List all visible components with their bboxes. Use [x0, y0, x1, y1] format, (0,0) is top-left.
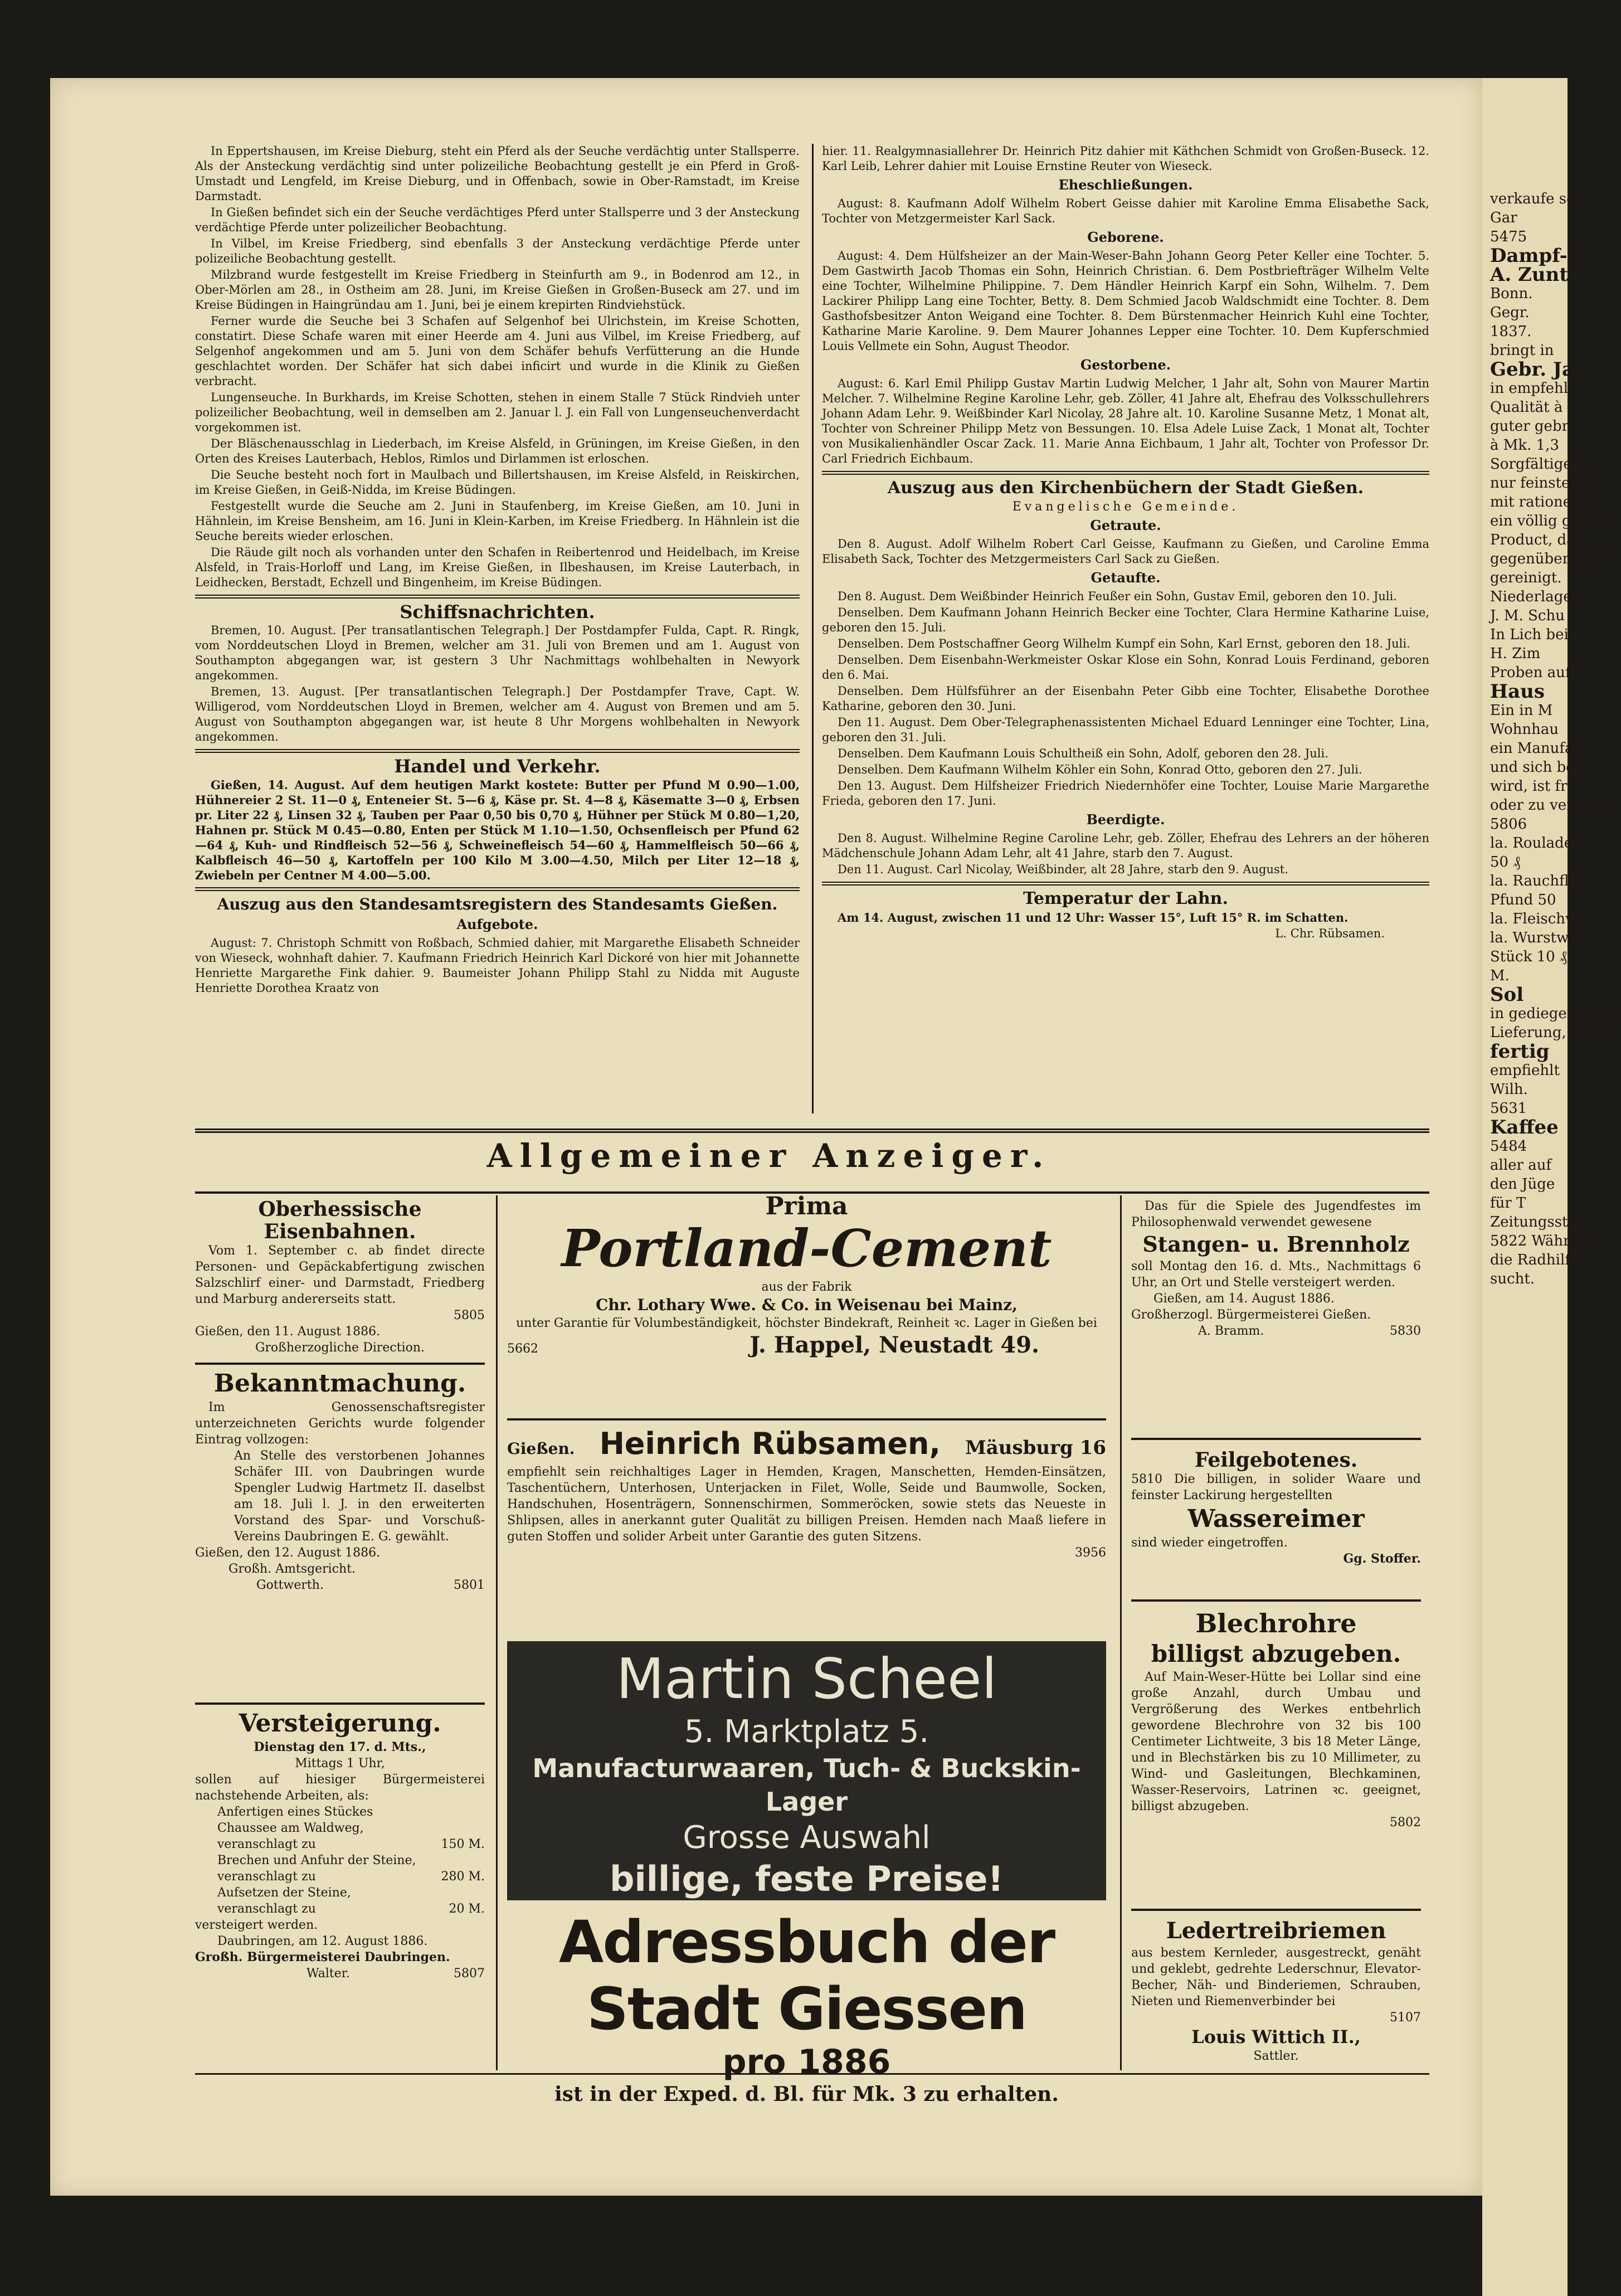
ad-date-line: Dienstag den 17. d. Mts.,	[254, 1740, 426, 1754]
ad-signature: Gottwerth.	[256, 1578, 324, 1592]
ad-date: Gießen, den 12. August 1886.	[195, 1546, 381, 1560]
paragraph: Die Seuche besteht noch fort in Maulbach und Billertshausen, im Kreise Alsfeld, in Reiskirchen, im Kreise Gießen, in Geiß-Nidda, im Kreise Büdingen.	[195, 468, 800, 497]
fragment-line: empfiehlt	[1490, 1062, 1560, 1079]
subsection-title: Eheschließungen.	[1058, 177, 1193, 193]
ad-number: 5802	[1390, 1816, 1421, 1830]
ad-year: pro 1886	[722, 2042, 891, 2081]
ad-title: Ledertreibriemen	[1166, 1918, 1386, 1944]
ad-title: Blechrohre	[1195, 1608, 1357, 1638]
divider	[195, 1363, 485, 1365]
fragment-line: Qualität à	[1490, 399, 1563, 416]
fragment-line: gereinigt.	[1490, 570, 1562, 586]
section-title: Temperatur der Lahn.	[1023, 889, 1228, 908]
ad-holz	[1131, 1198, 1421, 1339]
ad-court: Großh. Amtsgericht.	[228, 1562, 356, 1576]
list-item: Den 11. August. Dem Ober-Telegraphenassistenten Michael Eduard Lenninger eine Tochter, Lina, geboren den 31. Juli.	[822, 716, 1429, 744]
ad-ledertreibriemen	[1131, 1917, 1421, 2064]
fragment-line: in gediegenem Fa	[1490, 1005, 1621, 1022]
fragment-line: Niederlage i	[1490, 588, 1581, 605]
fragment-line: und sich bes	[1490, 759, 1583, 776]
ad-body: aus bestem Kernleder, ausgestreckt, genäht und geklebt, gedrehte Lederschnur, Elevator-Becher, Näh- und Binderiemen, Schrauben, Nieten und Riemenverbinder bei	[1131, 1946, 1421, 2008]
paragraph: August: 4. Dem Hülfsheizer an der Main-Weser-Bahn Johann Georg Peter Keller eine Tochter. 5. Dem Gastwirth Jacob Thomas ein Sohn, Heinrich Christian. 6. Dem Postbriefträger Wilhelm Velte eine Tochter, Wilhelmine Philippine. 7. Dem Händler Heinrich Karpf ein Sohn, Wilhelm. 7. Dem Lackirer Philipp Lang eine Tochter, Betty. 8. Dem Schmied Jacob Waldschmidt eine Tochter. 8. Dem Gasthofsbesitzer Anton Weigand eine Tochter. 8. Dem Bürstenmacher Heinrich Kuhl eine Tochter, Katharine Marie Karoline. 9. Dem Maurer Johannes Lepper eine Tochter. 10. Dem Kupferschmied Louis Vellmete ein Sohn, August Theodor.	[822, 249, 1429, 353]
ad-bekanntmachung	[195, 1368, 485, 1593]
fragment-line: la. Rauchfle	[1490, 873, 1578, 889]
ad-subtitle: billigst abzugeben.	[1151, 1640, 1401, 1667]
ad-time: Mittags 1 Uhr,	[295, 1757, 385, 1770]
ad-note: ist in der Exped. d. Bl. für Mk. 3 zu erhalten.	[554, 2083, 1059, 2106]
ad-body: 5810 Die billigen, in solider Waare und feinster Lackirung hergestellten	[1131, 1472, 1421, 1502]
ad-signature: Walter.	[306, 1967, 350, 1981]
subsection-title: Getaufte.	[1091, 570, 1161, 586]
fragment-line: à Mk. 1,3	[1490, 437, 1560, 454]
ad-signature: A. Bramm.	[1198, 1324, 1264, 1338]
item-text: Anfertigen eines Stückes Chaussee am Waldweg, veranschlagt zu	[217, 1805, 373, 1851]
fragment-line: ein Manufact	[1490, 740, 1588, 757]
ad-body: Vom 1. September c. ab findet directe Personen- und Gepäckabfertigung zwischen Salzschlirf einer- und Darmstadt, Friedberg und Marburg andererseits statt.	[195, 1244, 485, 1306]
fragment-line: H. Zim	[1490, 645, 1541, 662]
list-item: Den 11. August. Carl Nicolay, Weißbinder, alt 28 Jahre, starb den 9. August.	[838, 863, 1288, 876]
section-title: Auszug aus den Kirchenbüchern der Stadt Gießen.	[887, 478, 1364, 498]
ad-title: Portland-Cement	[561, 1218, 1052, 1278]
fragment-line: 50 ₰	[1490, 854, 1521, 870]
paragraph: Am 14. August, zwischen 11 und 12 Uhr: Wasser 15°, Luft 15° R. im Schatten.	[838, 911, 1349, 925]
section-title: Schiffsnachrichten.	[400, 601, 595, 622]
ad-feilgebotenes	[1131, 1449, 1421, 1567]
fragment-line: Haus	[1490, 680, 1545, 703]
ad-cement	[507, 1192, 1106, 1359]
fragment-line: la. Wurstwa	[1490, 930, 1578, 946]
subsection-title: Evangelische Gemeinde.	[1012, 500, 1239, 514]
paragraph: In Eppertshausen, im Kreise Dieburg, steht ein Pferd als der Seuche verdächtig unter Stallsperre. Als der Ansteckung verdächtig sind unter polizeiliche Beobachtung gestellt je ein Pferd in Groß-Umstadt und Lengfeld, im Kreise Dieburg, und in Offenbach, sowie in Ober-Ramstadt, im Kreise Darmstadt.	[195, 144, 800, 203]
fragment-line: M.	[1490, 967, 1510, 984]
fragment-line: Proben auf	[1490, 664, 1571, 681]
ad-date: Daubringen, am 12. August 1886.	[217, 1934, 428, 1948]
fragment-line: verkaufe sch	[1490, 191, 1584, 207]
ad-title: Oberhessische Eisenbahnen.	[258, 1198, 422, 1243]
fragment-line: Kaffee	[1490, 1116, 1559, 1139]
list-item: Denselben. Dem Hülfsführer an der Eisenbahn Peter Gibb eine Tochter, Elisabethe Dorothee Katharine, geboren den 30. Juni.	[822, 684, 1429, 713]
ad-prima: Prima	[765, 1192, 848, 1220]
ad-title: Bekanntmachung.	[213, 1369, 466, 1398]
ad-address: 5. Marktplatz 5.	[684, 1714, 929, 1750]
fragment-line: 5822 Während	[1490, 1233, 1598, 1249]
ad-title: Feilgebotenes.	[1194, 1448, 1358, 1472]
fragment-line: Lieferung, sowie	[1490, 1024, 1613, 1041]
ad-outro: versteigert werden.	[195, 1918, 318, 1932]
subsection-title: Geborene.	[1087, 229, 1164, 245]
ad-number: 5807	[454, 1967, 485, 1981]
ad-blechrohre	[1131, 1608, 1421, 1831]
ad-number: 5801	[454, 1578, 485, 1592]
item-amount: 280 M.	[441, 1870, 485, 1884]
fragment-line: Product, das	[1490, 532, 1583, 548]
ad-date: Gießen, am 14. August 1886.	[1153, 1292, 1335, 1306]
ad-title: Heinrich Rübsamen,	[599, 1426, 941, 1461]
fragment-line: Zeitungsstr	[1490, 1214, 1575, 1230]
paragraph: August: 8. Kaufmann Adolf Wilhelm Robert Geisse dahier mit Karoline Emma Elisabethe Sack, Tochter von Metzgermeister Karl Sack.	[822, 197, 1429, 225]
list-item: Den 8. August. Wilhelmine Regine Caroline Lehr, geb. Zöller, Ehefrau des Lehrers an der höheren Mädchenschule Johann Adam Lehr, alt 41 Jahre, starb den 7. August.	[822, 831, 1429, 860]
paragraph: Lungenseuche. In Burkhards, im Kreise Schotten, stehen in einem Stalle 7 Stück Rindvieh unter polizeilicher Beobachtung, weil in demselben am 2. Januar l. J. ein Fall von Lungenseuchenverdacht vorgekommen ist.	[195, 391, 800, 434]
divider	[195, 1702, 485, 1705]
list-item: Denselben. Dem Kaufmann Johann Heinrich Becker eine Tochter, Clara Hermine Katharine Luise, geboren den 15. Juli.	[822, 606, 1429, 634]
ad-office: Großherzogl. Bürgermeisterei Gießen.	[1131, 1308, 1371, 1322]
column-rule	[812, 144, 814, 1113]
ad-number: 5805	[454, 1308, 485, 1322]
fragment-line: fertig	[1490, 1040, 1550, 1063]
ad-from: aus der Fabrik	[761, 1280, 852, 1294]
fragment-line: Dampf-K	[1490, 245, 1584, 267]
divider	[1131, 1438, 1421, 1440]
column-rule	[1120, 1195, 1122, 2070]
ad-firm: Chr. Lothary Wwe. & Co. in Weisenau bei Mainz,	[596, 1296, 1018, 1314]
ad-versteigerung	[195, 1708, 485, 1982]
section-title: Auszug aus den Standesamtsregistern des Standesamts Gießen.	[217, 895, 778, 913]
ad-number: 3956	[1075, 1546, 1106, 1560]
paragraph: Der Bläschenausschlag in Liederbach, im Kreise Alsfeld, in Grüningen, im Kreise Gießen, in den Orten des Kreises Lauterbach, Heblos, Rimlos und Dirlammen ist erloschen.	[195, 437, 800, 465]
list-item: Den 8. August. Dem Weißbinder Heinrich Feußer ein Sohn, Gustav Emil, geboren den 10. Juli.	[838, 590, 1398, 603]
fragment-line: ein völlig gleich	[1490, 513, 1607, 529]
paragraph: Bremen, 13. August. [Per transatlantischen Telegraph.] Der Postdampfer Trave, Capt. W. Willigerod, vom Norddeutschen Lloyd in Bremen, welcher am 4. August von Bremen und am 5. August von Southampton abgegangen war, ist heute 8 Uhr Morgens wohlbehalten in Newyork angekommen.	[195, 685, 800, 743]
ad-body: sind wieder eingetroffen.	[1131, 1536, 1288, 1550]
ad-intro: Das für die Spiele des Jugendfestes im Philosophenwald verwendet gewesene	[1131, 1199, 1421, 1229]
fragment-line: la. Roulade	[1490, 835, 1573, 852]
ad-body: Auf Main-Weser-Hütte bei Lollar sind eine große Anzahl, durch Umbau und Vergrößerung des Werkes entbehrlich gewordene Blechrohre von 32 bis 100 Centimeter Lichtweite, 3 bis 18 Meter Länge, und in Blechstärken bis zu 10 Millimeter, zu Wind- und Gasleitungen, Blechkaminen, Wasser-Reservoirs, Latrinen ꝛc. geeignet, billigst abzugeben.	[1131, 1670, 1421, 1813]
anzeiger-title: Allgemeiner Anzeiger.	[486, 1137, 1052, 1175]
paragraph: Den 8. August. Adolf Wilhelm Robert Carl Geisse, Kaufmann zu Gießen, und Caroline Emma Elisabeth Sack, Tochter des Metzgermeisters Carl Sack zu Gießen.	[822, 537, 1429, 566]
ad-body: Im Genossenschaftsregister unterzeichneten Gerichts wurde folgender Eintrag vollzogen:	[195, 1400, 485, 1447]
subsection-title: Gestorbene.	[1080, 357, 1171, 373]
fragment-line: Sorgfältige A	[1490, 456, 1587, 473]
list-item: Denselben. Dem Postschaffner Georg Wilhelm Kumpf ein Sohn, Karl Ernst, geboren den 18. Juli.	[838, 637, 1410, 650]
right-column	[822, 144, 1429, 942]
item-text: Aufsetzen der Steine, veranschlagt zu	[217, 1886, 351, 1916]
ad-place: Gießen.	[507, 1439, 575, 1458]
ad-signature: Großherzogliche Direction.	[255, 1341, 425, 1355]
fragment-line: Stück 10 ₰	[1490, 948, 1567, 965]
fragment-line: 5475	[1490, 228, 1527, 245]
ad-dealer: J. Happel, Neustadt 49.	[749, 1332, 1039, 1358]
fragment-line: Ein in M	[1490, 702, 1553, 719]
list-item: Denselben. Dem Kaufmann Wilhelm Köhler ein Sohn, Konrad Otto, geboren den 27. Juli.	[838, 763, 1362, 776]
ad-title: Stangen- u. Brennholz	[1142, 1232, 1410, 1257]
divider	[195, 595, 800, 599]
fragment-line: Gegr.	[1490, 304, 1530, 321]
item-amount: 20 M.	[449, 1902, 485, 1916]
ad-office: Großh. Bürgermeisterei Daubringen.	[195, 1950, 450, 1964]
fragment-line: sucht.	[1490, 1271, 1535, 1287]
fragment-line: nur feinster B	[1490, 475, 1593, 492]
ad-goods: Manufacturwaaren, Tuch- & Buckskin-Lager	[532, 1753, 1081, 1817]
fragment-line: den Jüge	[1490, 1176, 1555, 1193]
fragment-line: J. M. Schu	[1490, 607, 1565, 624]
divider	[195, 1128, 1429, 1133]
fragment-line: Wohnhau	[1490, 721, 1559, 738]
fragment-line: in empfehl	[1490, 380, 1569, 397]
fragment-line: Sol	[1490, 984, 1524, 1006]
fragment-line: In Lich bei	[1490, 626, 1569, 643]
ad-body: unter Garantie für Volumbeständigkeit, höchster Bindekraft, Reinheit ꝛc. Lager in Gießen bei	[516, 1316, 1097, 1330]
list-item: Denselben. Dem Kaufmann Louis Schultheiß ein Sohn, Adolf, geboren den 28. Juli.	[838, 747, 1328, 760]
ad-signature: Gg. Stoffer.	[1343, 1551, 1421, 1566]
ad-title: Martin Scheel	[616, 1646, 997, 1711]
fragment-line: aller auf	[1490, 1157, 1552, 1174]
ad-body: empfiehlt sein reichhaltiges Lager in Hemden, Kragen, Manschetten, Hemden-Einsätzen, Taschentüchern, Unterhosen, Unterjacken in Filet, Wolle, Seide und Baumwolle, Socken, Handschuhen, Hosenträgern, Sonnenschirmen, Sommeröcken, sowie stets das Neueste in Shlipsen, alles in anerkannt guter Qualität zu billigen Preisen. Hemden nach Maaß liefere in guten Stoffen und solider Arbeit unter Garantie des guten Sitzens.	[507, 1465, 1106, 1544]
ad-selection: Grosse Auswahl	[683, 1820, 931, 1856]
list-item: Den 13. August. Dem Hilfsheizer Friedrich Niedernhöfer eine Tochter, Louise Marie Margarethe Frieda, geboren den 17. Juni.	[822, 779, 1429, 808]
ad-number: 5662	[507, 1342, 538, 1356]
fragment-line: Bonn.	[1490, 285, 1533, 302]
ad-eisenbahn	[195, 1198, 485, 1356]
ad-trade: Sattler.	[1253, 2049, 1299, 2063]
item-text: Brechen und Anfuhr der Steine, veranschlagt zu	[217, 1854, 416, 1884]
ad-price: billige, feste Preise!	[610, 1859, 1004, 1899]
fragment-line: mit rationeller	[1490, 494, 1596, 510]
ad-number: 5107	[1390, 2011, 1421, 2025]
divider	[1131, 1909, 1421, 1911]
fragment-line: Pfund 50	[1490, 892, 1556, 908]
fragment-line: die Radhilfs	[1490, 1252, 1578, 1268]
fragment-line: Wilh.	[1490, 1081, 1528, 1098]
ad-title: Versteigerung.	[238, 1709, 441, 1738]
ad-address: Mäusburg 16	[965, 1437, 1106, 1459]
fragment-line: 5806	[1490, 816, 1527, 833]
subsection-title: Aufgebote.	[456, 916, 538, 932]
fragment-line: 5484	[1490, 1138, 1527, 1155]
market-prices: Gießen, 14. August. Auf dem heutigen Markt kostete: Butter per Pfund M 0.90—1.00, Hühnereier 2 St. 11—0 ₰, Enteneier St. 5—6 ₰, Käse pr. St. 4—8 ₰, Käsematte 3—0 ₰, Erbsen pr. Liter 22 ₰, Linsen 32 ₰, Tauben per Paar 0,50 bis 0,70 ₰, Hühner per Stück M 0.80—1,20, Hahnen pr. Stück M 0.45—0.80, Enten per Stück M 1.10—1.50, Ochsenfleisch per Pfund 62—64 ₰, Kuh- und Rindfleisch 52—56 ₰, Schweinefleisch 54—60 ₰, Hammelfleisch 50—66 ₰, Kalbfleisch 46—50 ₰, Kartoffeln per 100 Kilo M 3.00—4.50, Milch per Liter 12—18 ₰, Zwiebeln per Centner M 4.00—5.00.	[195, 778, 800, 882]
divider	[822, 471, 1429, 475]
section-title: Handel und Verkehr.	[394, 756, 601, 777]
fragment-line: A. Zunt	[1490, 264, 1569, 286]
signature: L. Chr. Rübsamen.	[1275, 927, 1385, 940]
fragment-line: Gar	[1490, 210, 1517, 226]
ad-item: Wassereimer	[1187, 1505, 1365, 1533]
divider	[507, 1418, 1106, 1421]
list-item: Denselben. Dem Eisenbahn-Werkmeister Oskar Klose ein Sohn, Konrad Louis Ferdinand, geboren den 6. Mai.	[822, 653, 1429, 682]
fragment-line: wird, ist fr	[1490, 778, 1568, 795]
divider	[195, 2073, 1429, 2075]
fragment-line: für T	[1490, 1195, 1526, 1212]
paragraph: hier. 11. Realgymnasiallehrer Dr. Heinrich Pitz dahier mit Käthchen Schmidt von Großen-Buseck. 12. Karl Leib, Lehrer dahier mit Louise Ernstine Reuter von Wieseck.	[822, 144, 1429, 173]
divider	[822, 882, 1429, 886]
item-amount: 150 M.	[441, 1837, 485, 1851]
ad-body: soll Montag den 16. d. Mts., Nachmittags 6 Uhr, an Ort und Stelle versteigert werden.	[1131, 1259, 1421, 1290]
divider	[195, 749, 800, 753]
paragraph: Bremen, 10. August. [Per transatlantischen Telegraph.] Der Postdampfer Fulda, Capt. R. Ringk, vom Norddeutschen Lloyd in Bremen, welcher am 31. Juli von Bremen und am 1. August von Southampton abgegangen war, ist gestern 3 Uhr Nachmittags wohlbehalten in Newyork angekommen.	[195, 624, 800, 682]
ad-body: sollen auf hiesiger Bürgermeisterei nachstehende Arbeiten, als:	[195, 1773, 485, 1803]
fragment-line: 1837.	[1490, 323, 1532, 340]
paragraph: Ferner wurde die Seuche bei 3 Schafen auf Selgenhof bei Ulrichstein, im Kreise Schotten, constatirt. Diese Schafe waren mit einer Heerde am 4. Juni aus Vilbel, im Kreise Friedberg, auf Selgenhof angekommen und am 5. Juni von dem Schäfer behufs Verfütterung an die Hunde geschlachtet worden. Der Schäfer hat sich dabei inficirt und wurde in die Klinik zu Gießen verbracht.	[195, 314, 800, 388]
fragment-line: Gebr. Ja	[1490, 358, 1575, 381]
ad-ruebsamen	[507, 1424, 1106, 1561]
ad-entry: An Stelle des verstorbenen Johannes Schäfer III. von Daubringen wurde Spengler Ludwig Hartmetz II. daselbst am 18. Juli l. J. in den erweiterten Vorstand des Spar- und Vorschuß-Vereins Daubringen E. G. gewählt.	[234, 1449, 485, 1544]
subsection-title: Getraute.	[1090, 517, 1161, 533]
fragment-line: gegenüber eine	[1490, 551, 1605, 567]
divider	[195, 887, 800, 891]
paragraph: In Vilbel, im Kreise Friedberg, sind ebenfalls 3 der Ansteckung verdächtige Pferde unter polizeiliche Beobachtung gestellt.	[195, 237, 800, 265]
paragraph: Die Räude gilt noch als vorhanden unter den Schafen in Reibertenrod und Heidelbach, im Kreise Alsfeld, in Trais-Horloff und Lang, im Kreise Gießen, in Ilbeshausen, im Kreise Lauterbach, in Leidhecken, Berstadt, Echzell und Bingenheim, im Kreise Büdingen.	[195, 546, 800, 589]
left-column	[195, 144, 800, 997]
fragment-line: la. Fleischw	[1490, 911, 1578, 927]
fragment-line: 5631	[1490, 1100, 1527, 1117]
paragraph: In Gießen befindet sich ein der Seuche verdächtiges Pferd unter Stallsperre und 3 der Ansteckung verdächtige Pferde unter polizeilicher Beobachtung.	[195, 206, 800, 234]
fragment-line: bringt in	[1490, 342, 1554, 359]
divider	[1131, 1599, 1421, 1602]
ad-scheel	[507, 1641, 1106, 1900]
ad-name: Louis Wittich II.,	[1191, 2026, 1361, 2047]
ad-title: Adressbuch der Stadt Giessen	[558, 1908, 1055, 2043]
ad-adressbuch	[507, 1909, 1106, 2107]
fragment-line: guter gebr	[1490, 418, 1569, 435]
subsection-title: Beerdigte.	[1086, 811, 1165, 828]
fragment-line: oder zu verkauf	[1490, 797, 1606, 814]
ad-number: 5830	[1390, 1324, 1421, 1338]
paragraph: Milzbrand wurde festgestellt im Kreise Friedberg in Steinfurth am 9., in Bodenrod am 12., in Ober-Mörlen am 28., in Ostheim am 28. Juni, im Kreise Gießen in Großen-Buseck am 27. und im Kreise Büdingen in Haingründau am 1. Juni, bei je einem krepirten Rindviehstück.	[195, 268, 800, 312]
paragraph: Festgestellt wurde die Seuche am 2. Juni in Staufenberg, im Kreise Gießen, am 10. Juni in Hähnlein, im Kreise Bensheim, am 16. Juni in Klein-Karben, im Kreise Friedberg. In Hähnlein ist die Seuche bereits wieder erloschen.	[195, 499, 800, 543]
ad-date: Gießen, den 11. August 1886.	[195, 1325, 381, 1339]
paragraph: August: 6. Karl Emil Philipp Gustav Martin Ludwig Melcher, 1 Jahr alt, Sohn von Maurer Martin Melcher. 7. Wilhelmine Regine Karoline Lehr, geb. Zöller, 41 Jahre alt, Ehefrau des Volksschullehrers Johann Adam Lehr. 9. Weißbinder Karl Nicolay, 28 Jahre alt. 10. Karoline Susanne Metz, 1 Monat alt, Tochter von Schreiner Philipp Metz von Bessungen. 10. Elsa Adele Luise Zack, 1 Monat alt, Tochter von Musikalienhändler Oscar Zack. 11. Marie Anna Eichbaum, 1 Jahr alt, Tochter von Professor Dr. Carl Friedrich Eichbaum.	[822, 377, 1429, 465]
paragraph: August: 7. Christoph Schmitt von Roßbach, Schmied dahier, mit Margarethe Elisabeth Schneider von Wieseck, wohnhaft dahier. 7. Kaufmann Friedrich Heinrich Karl Dickoré von hier mit Johannette Henriette Margarethe Fink dahier. 9. Baumeister Johann Philipp Stahl zu Nidda mit Auguste Henriette Dorothea Kraatz von	[195, 936, 800, 995]
column-rule	[496, 1195, 498, 2070]
adjacent-page-fragment	[1482, 78, 1621, 2296]
